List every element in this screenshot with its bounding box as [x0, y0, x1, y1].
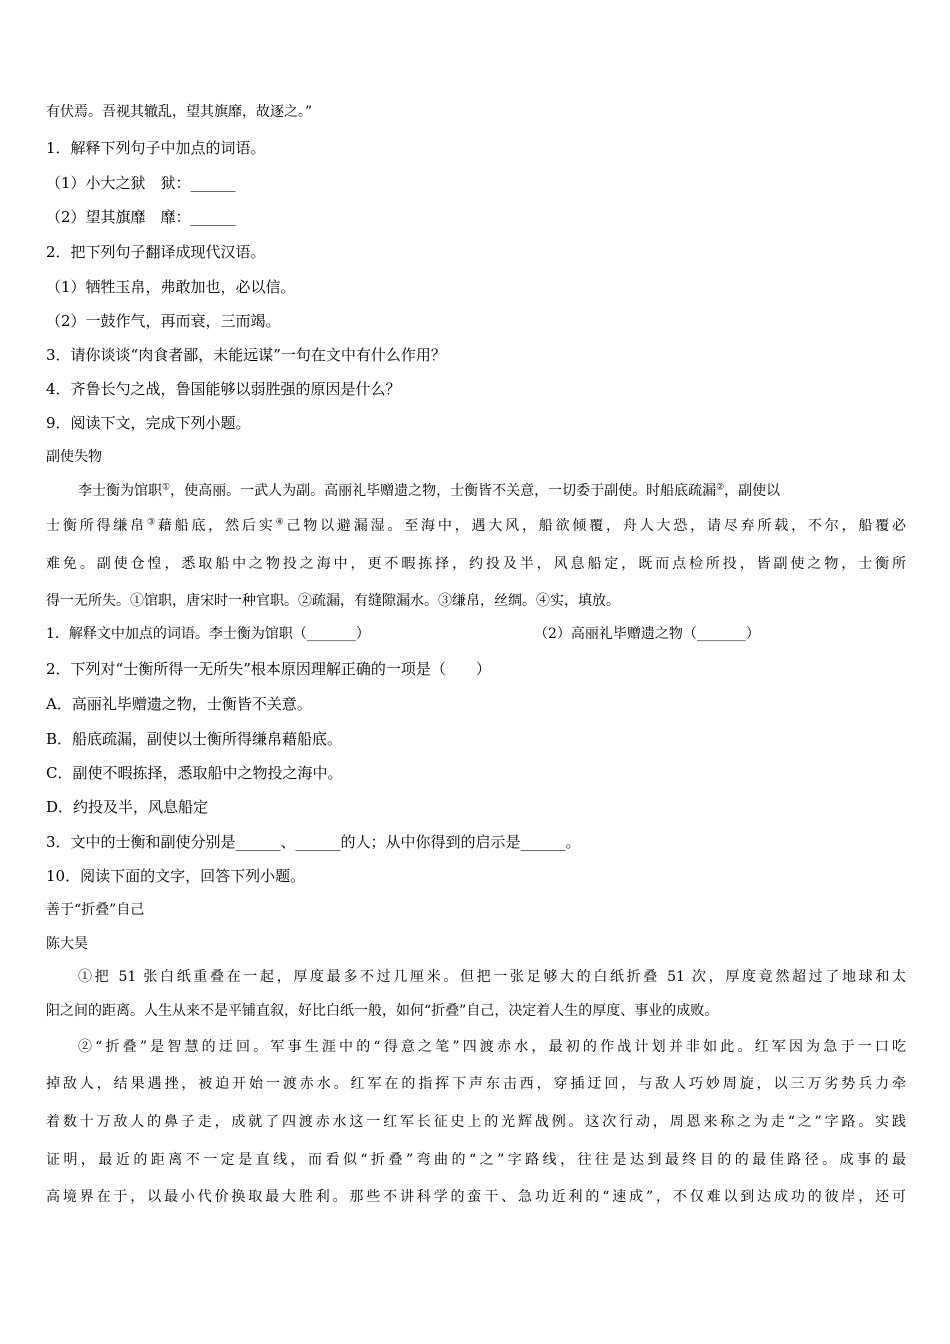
sub-question-2: 2．下列对“士衡所得一无所失”根本原因理解正确的一项是（ ） — [46, 660, 491, 678]
question-2-item-2: （2）一鼓作气，再而衰，三而竭。 — [46, 312, 281, 330]
question-4: 4．齐鲁长勺之战，鲁国能够以弱胜强的原因是什么？ — [46, 380, 401, 398]
footnote-mark: ④ — [275, 517, 287, 528]
passage-notes: 得一无所失。①馆职，唐宋时一种官职。②疏漏，有缝隙漏水。③缣帛，丝绸。④实，填放。 — [46, 593, 620, 609]
question-2-item-1: （1）牺牲玉帛，弗敢加也，必以信。 — [46, 278, 296, 296]
article-author: 陈大昊 — [46, 936, 88, 952]
footnote-mark: ① — [162, 482, 171, 493]
option-d: D．约投及半，风息船定 — [46, 798, 209, 816]
passage-line: 李士衡为馆职①，使高丽。一武人为副。高丽礼毕赠遗之物，士衡皆不关意，一切委于副使。时船底疏漏②，副使以 — [78, 482, 781, 499]
passage-line: 难免。副使仓惶，悉取船中之物投之海中，更不暇拣择，约投及半，风息船定，既而点检所投，皆副使之物，士衡所 — [46, 556, 906, 572]
passage-title: 副使失物 — [46, 449, 102, 465]
article-line: 掉敌人，结果遇挫，被迫开始一渡赤水。红军在的指挥下声东击西，穿插迂回，与敌人巧妙周旋，以三万劣势兵力牵 — [46, 1076, 906, 1092]
footnote-mark: ② — [716, 482, 725, 493]
option-c: C．副使不暇拣择，悉取船中之物投之海中。 — [46, 764, 343, 782]
article-line: 高境界在于，以最小代价换取最大胜利。那些不讲科学的蛮干、急功近利的“速成”，不仅难以到达成功的彼岸，还可 — [46, 1189, 906, 1205]
article-line: 着数十万敌人的鼻子走，成就了四渡赤水这一红军长征史上的光辉战例。这次行动，周恩来称之为走“之”字路。实践 — [46, 1114, 906, 1130]
sub-question-1-part-2: （2）高丽礼毕赠遗之物（_______） — [534, 626, 760, 642]
section-9-heading: 9．阅读下文，完成下列小题。 — [46, 414, 251, 432]
option-a: A．高丽礼毕赠遗之物，士衡皆不关意。 — [46, 695, 312, 713]
passage-end-line: 有伏焉。吾视其辙乱，望其旗靡，故逐之。” — [46, 104, 313, 120]
section-10-heading: 10．阅读下面的文字，回答下列小题。 — [46, 867, 306, 885]
question-3: 3．请你谈谈“肉食者鄙，未能远谋”一句在文中有什么作用？ — [46, 346, 446, 364]
sub-question-1-part-1: 1．解释文中加点的词语。李士衡为馆职（_______） — [46, 626, 370, 642]
article-line: ①把 51 张白纸重叠在一起，厚度最多不过几厘米。但把一张足够大的白纸折叠 51 次，厚度竟然超过了地球和太 — [78, 969, 906, 985]
article-line: ②“折叠”是智慧的迂回。军事生涯中的“得意之笔”四渡赤水，最初的作战计划并非如此。红军因为急于一口吃 — [78, 1039, 906, 1055]
footnote-mark: ③ — [146, 517, 158, 528]
question-2: 2．把下列句子翻译成现代汉语。 — [46, 243, 266, 261]
question-1: 1．解释下列句子中加点的词语。 — [46, 139, 266, 157]
question-1-item-2: （2）望其旗靡 靡：______ — [46, 208, 236, 226]
article-title: 善于“折叠”自己 — [46, 902, 145, 918]
option-b: B．船底疏漏，副使以士衡所得缣帛藉船底。 — [46, 730, 343, 748]
sub-question-3: 3．文中的士衡和副使分别是______、______的人；从中你得到的启示是______。 — [46, 833, 581, 851]
question-1-item-1: （1）小大之狱 狱：______ — [46, 174, 236, 192]
sub-question-1 — [46, 624, 906, 644]
passage-line: 士衡所得缣帛③藉船底，然后实④己物以避漏湿。至海中，遇大风，船欲倾覆，舟人大恐，请尽弃所载，不尔，船覆必 — [46, 517, 907, 534]
article-line: 证明，最近的距离不一定是直线，而看似“折叠”弯曲的“之”字路线，往往是达到最终目的的最佳路径。成事的最 — [46, 1152, 906, 1168]
article-line: 阳之间的距离。人生从来不是平铺直叙，好比白纸一般，如何“折叠”自己，决定着人生的厚度、事业的成败。 — [46, 1003, 719, 1019]
